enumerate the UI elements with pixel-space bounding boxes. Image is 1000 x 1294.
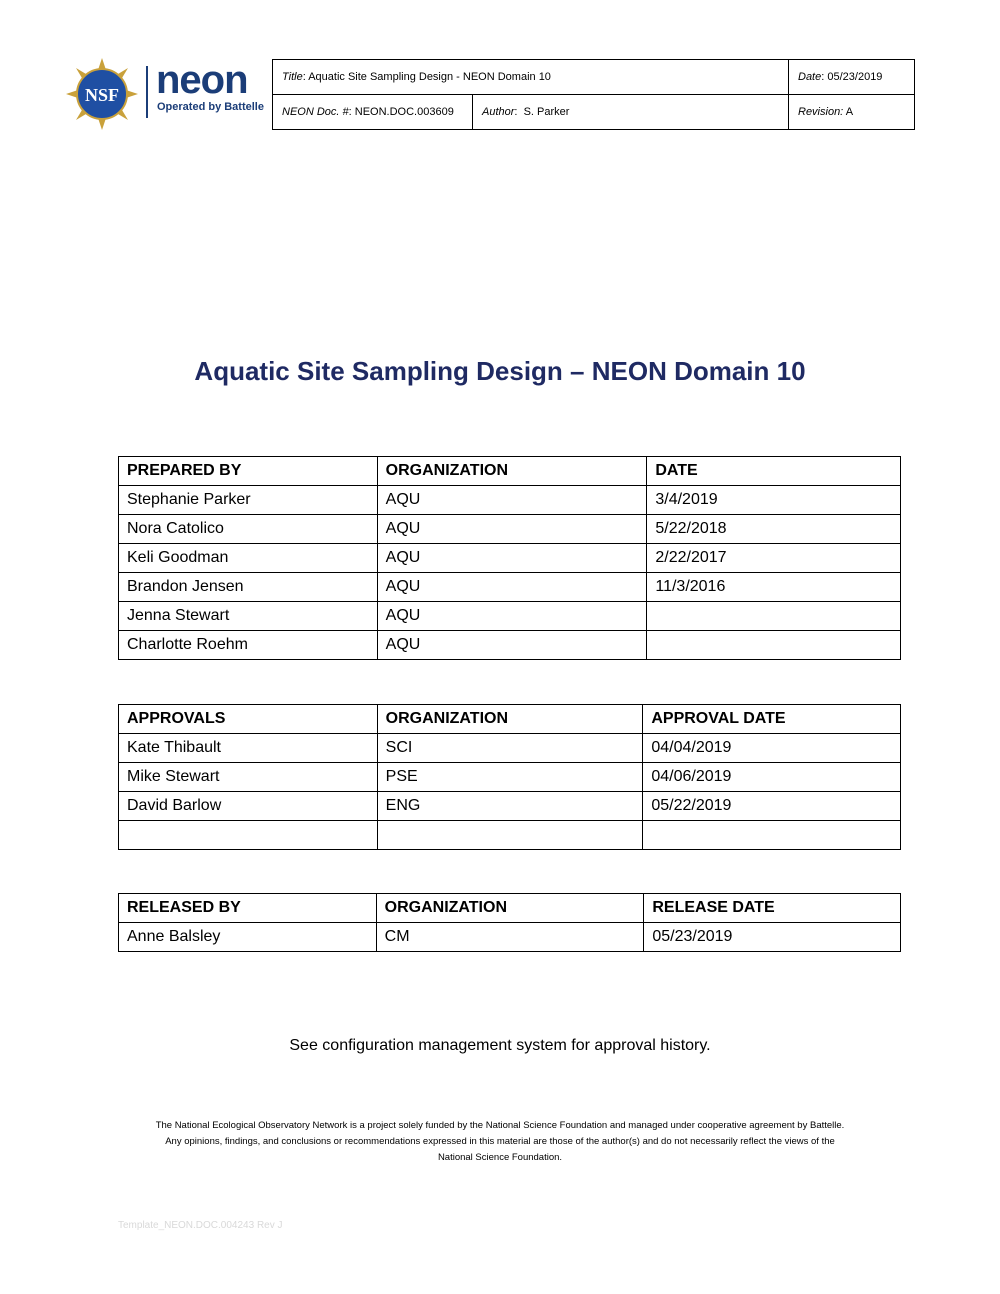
table-cell: Anne Balsley <box>119 923 377 952</box>
title-cell: Title: Aquatic Site Sampling Design - NEON Domain 10 <box>273 60 789 95</box>
table-cell: AQU <box>377 544 647 573</box>
table-row <box>119 763 901 792</box>
disclaimer-line: The National Ecological Observatory Network is a project solely funded by the National Science Foundation and managed under cooperative agreement by Battelle. <box>155 1120 845 1131</box>
table-cell <box>643 821 901 850</box>
table-row <box>119 923 901 952</box>
table-row <box>119 734 901 763</box>
svg-text:NSF: NSF <box>84 85 120 105</box>
column-header: ORGANIZATION <box>377 705 643 734</box>
prepared-by-table <box>118 456 901 660</box>
table-cell: Charlotte Roehm <box>119 631 378 660</box>
nsf-logo <box>66 58 138 130</box>
table-cell: AQU <box>377 631 647 660</box>
disclaimer-line: Any opinions, findings, and conclusions or recommendations expressed in this material are those of the author(s) and do not necessarily reflect the views of the <box>165 1136 835 1147</box>
configuration-note: See configuration management system for approval history. <box>289 1037 711 1054</box>
table-cell: CM <box>376 923 644 952</box>
column-header: DATE <box>647 457 901 486</box>
funding-disclaimer <box>110 1118 890 1166</box>
revision-cell: Revision: A <box>789 95 915 130</box>
table-header-row <box>119 894 901 923</box>
table-cell: Jenna Stewart <box>119 602 378 631</box>
table-cell: Nora Catolico <box>119 515 378 544</box>
table-cell: PSE <box>377 763 643 792</box>
table-row <box>119 515 901 544</box>
logo-divider <box>146 66 148 118</box>
column-header: RELEASE DATE <box>644 894 901 923</box>
table-cell: AQU <box>377 602 647 631</box>
table-cell: 3/4/2019 <box>647 486 901 515</box>
table-header-row <box>119 457 901 486</box>
column-header: ORGANIZATION <box>377 457 647 486</box>
table-row <box>119 631 901 660</box>
table-cell: 04/06/2019 <box>643 763 901 792</box>
table-row <box>119 821 901 850</box>
approvals-table <box>118 704 901 850</box>
template-label: Template_NEON.DOC.004243 Rev J <box>118 1220 283 1231</box>
table-row <box>119 602 901 631</box>
table-cell: David Barlow <box>119 792 378 821</box>
table-cell <box>119 821 378 850</box>
neon-wordmark: neon <box>156 58 248 102</box>
table-cell: Mike Stewart <box>119 763 378 792</box>
column-header: RELEASED BY <box>119 894 377 923</box>
table-cell: 05/23/2019 <box>644 923 901 952</box>
table-cell: Brandon Jensen <box>119 573 378 602</box>
column-header: PREPARED BY <box>119 457 378 486</box>
document-title: Aquatic Site Sampling Design – NEON Domain 10 <box>194 356 806 386</box>
table-row <box>119 486 901 515</box>
table-row <box>119 544 901 573</box>
column-header: APPROVAL DATE <box>643 705 901 734</box>
table-cell: ENG <box>377 792 643 821</box>
table-cell: 04/04/2019 <box>643 734 901 763</box>
author-cell: Author: S. Parker <box>473 95 789 130</box>
column-header: APPROVALS <box>119 705 378 734</box>
table-cell <box>377 821 643 850</box>
table-cell: AQU <box>377 515 647 544</box>
table-row <box>119 573 901 602</box>
table-cell: 2/22/2017 <box>647 544 901 573</box>
table-cell: 11/3/2016 <box>647 573 901 602</box>
table-cell: AQU <box>377 573 647 602</box>
table-cell <box>647 602 901 631</box>
document-header-table <box>272 59 915 130</box>
table-cell <box>647 631 901 660</box>
table-row <box>119 792 901 821</box>
doc-number-cell: NEON Doc. #: NEON.DOC.003609 <box>273 95 473 130</box>
table-cell: Stephanie Parker <box>119 486 378 515</box>
neon-subtitle: Operated by Battelle <box>157 101 264 113</box>
table-cell: Keli Goodman <box>119 544 378 573</box>
column-header: ORGANIZATION <box>376 894 644 923</box>
disclaimer-line: National Science Foundation. <box>437 1152 563 1163</box>
table-header-row <box>119 705 901 734</box>
table-cell: 05/22/2019 <box>643 792 901 821</box>
table-cell: 5/22/2018 <box>647 515 901 544</box>
date-cell: Date: 05/23/2019 <box>789 60 915 95</box>
released-by-table <box>118 893 901 952</box>
table-cell: Kate Thibault <box>119 734 378 763</box>
table-cell: AQU <box>377 486 647 515</box>
table-cell: SCI <box>377 734 643 763</box>
